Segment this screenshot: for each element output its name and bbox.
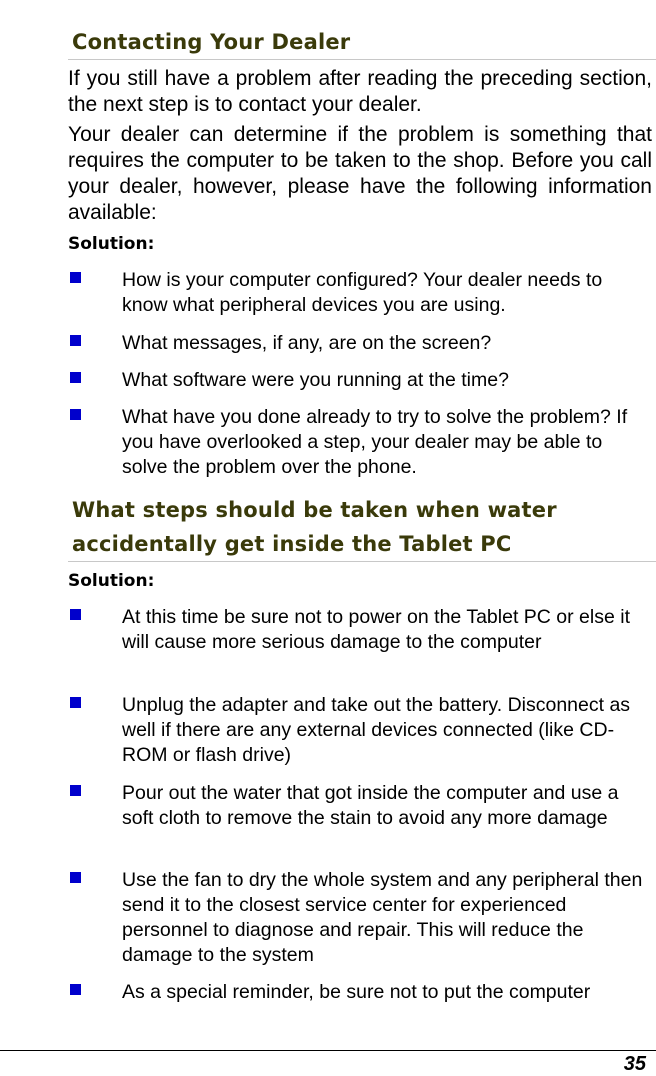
square-bullet-icon: [70, 335, 81, 346]
list-item-text: What messages, if any, are on the screen?: [122, 332, 492, 354]
square-bullet-icon: [70, 785, 81, 796]
heading-divider: [68, 59, 656, 60]
square-bullet-icon: [70, 984, 81, 995]
square-bullet-icon: [70, 697, 81, 708]
square-bullet-icon: [70, 609, 81, 620]
square-bullet-icon: [70, 372, 81, 383]
section-heading-contacting-dealer: Contacting Your Dealer: [72, 30, 351, 54]
list-item-text: Pour out the water that got inside the computer and use a soft cloth to remove the stain to avoid any more damage: [122, 782, 619, 829]
solution-label: Solution:: [68, 234, 155, 254]
list-item-text: What software were you running at the time?: [122, 369, 509, 391]
list-item-text: At this time be sure not to power on the Tablet PC or else it will cause more serious damage to the computer: [122, 606, 630, 653]
heading-divider: [68, 561, 656, 562]
section-heading-water-line2: accidentally get inside the Tablet PC: [72, 532, 512, 556]
list-item-text: As a special reminder, be sure not to put the computer: [122, 981, 591, 1003]
square-bullet-icon: [70, 872, 81, 883]
section-heading-water-line1: What steps should be taken when water: [72, 498, 557, 522]
list-item-text: What have you done already to try to solve the problem? If you have overlooked a step, your dealer may be able to solve the problem over the phone.: [122, 406, 628, 478]
solution-label: Solution:: [68, 571, 155, 591]
list-item-text: How is your computer configured? Your dealer needs to know what peripheral devices you are using.: [122, 269, 603, 316]
list-item-text: Use the fan to dry the whole system and any peripheral then send it to the closest service center for experienced personnel to diagnose and repair. This will reduce the damage to the system: [122, 869, 643, 966]
square-bullet-icon: [70, 272, 81, 283]
list-item-text: Unplug the adapter and take out the battery. Disconnect as well if there are any external devices connected (like CD-ROM or flash drive): [122, 694, 631, 766]
footer-divider: [0, 1050, 656, 1051]
paragraph-dealer-info: Your dealer can determine if the problem is something that requires the computer to be taken to the shop. Before you call your dealer, however, please have the following information available:: [68, 123, 652, 224]
page-number: 35: [623, 1053, 646, 1075]
square-bullet-icon: [70, 409, 81, 420]
paragraph-intro: If you still have a problem after reading the preceding section, the next step is to contact your dealer.: [68, 67, 652, 116]
